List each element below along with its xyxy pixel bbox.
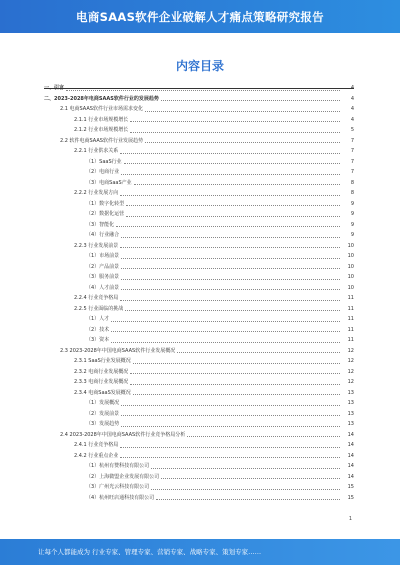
toc-leader-dots [120, 195, 340, 196]
toc-entry[interactable] [44, 473, 354, 482]
toc-entry-label: （2）技术 [86, 326, 110, 333]
toc-leader-dots [121, 237, 340, 238]
toc-entry-page: 13 [347, 400, 354, 406]
toc-entry[interactable] [44, 441, 354, 450]
toc-entry-label: 一、引言 [44, 85, 65, 91]
toc-leader-dots [145, 111, 340, 112]
toc-entry-page: 5 [350, 127, 354, 133]
toc-entry-label: （1）杭州有赞科技有限公司 [86, 463, 150, 469]
toc-leader-dots [120, 247, 340, 248]
toc-entry-label: （2）电商行业 [86, 169, 120, 175]
toc-entry-label: （1）市场前景 [86, 253, 120, 259]
toc-leader-dots [121, 426, 340, 427]
toc-entry-page: 14 [347, 442, 354, 448]
toc-entry-label: （1）人才 [86, 316, 110, 322]
toc-entry-page: 9 [350, 200, 354, 207]
toc-entry[interactable] [44, 105, 354, 114]
toc-leader-dots [121, 268, 340, 269]
toc-entry-label: 2.2.2 行业发展方向 [74, 190, 119, 196]
toc-entry-page: 12 [347, 379, 354, 385]
toc-entry-label: （4）人才前景 [86, 284, 120, 291]
toc-entry[interactable] [44, 179, 354, 188]
toc-entry-page: 8 [350, 190, 354, 196]
toc-entry-page: 12 [347, 347, 354, 354]
toc-leader-dots [130, 373, 340, 374]
toc-leader-dots [121, 279, 340, 280]
toc-entry-page: 10 [347, 242, 354, 249]
toc-entry-page: 14 [347, 463, 354, 469]
toc-leader-dots [120, 457, 340, 458]
toc-entry-label: 2.3.1 SaaS行业发展概况 [74, 358, 131, 364]
toc-entry[interactable] [44, 357, 354, 366]
toc-entry[interactable] [44, 294, 354, 303]
toc-leader-dots [120, 153, 340, 154]
toc-leader-dots [111, 331, 340, 332]
toc-entry[interactable] [44, 284, 354, 293]
toc-entry-label: 2.3.2 电商行业发展概况 [74, 368, 129, 375]
toc-entry[interactable] [44, 147, 354, 156]
toc-entry-label: （3）智能化 [86, 221, 115, 228]
toc-leader-dots [120, 300, 340, 301]
toc-entry[interactable] [44, 221, 354, 230]
toc-leader-dots [111, 321, 340, 322]
toc-leader-dots [151, 468, 340, 469]
toc-entry[interactable] [44, 389, 354, 398]
toc-leader-dots [145, 142, 340, 143]
report-title: 电商SAAS软件企业破解人才痛点策略研究报告 [76, 10, 324, 24]
toc-entry-label: （3）发展趋势 [86, 421, 120, 427]
toc-title: 内容目录 [175, 59, 224, 73]
toc-entry-label: （1）发展概况 [86, 400, 120, 406]
toc-entry-label: 2.2.4 行业竞争格局 [74, 295, 119, 301]
toc-entry-page: 10 [347, 253, 354, 259]
toc-entry[interactable] [44, 494, 354, 503]
toc-entry-page: 11 [347, 316, 354, 322]
toc-entry-page: 10 [347, 284, 354, 291]
toc-entry-page: 7 [350, 169, 354, 175]
toc-entry-page: 4 [350, 95, 354, 102]
toc-entry-page: 15 [347, 484, 354, 490]
toc-entry-page: 14 [347, 452, 354, 459]
toc-leader-dots [187, 436, 340, 437]
toc-entry-page: 7 [350, 148, 354, 154]
toc-leader-dots [121, 174, 340, 175]
toc-entry-page: 11 [347, 305, 354, 312]
toc-entry-page: 12 [347, 358, 354, 364]
toc-entry-label: （4）杭州旺店通科技有限公司 [86, 494, 155, 501]
toc-entry[interactable] [44, 263, 354, 272]
toc-entry[interactable] [44, 378, 354, 387]
toc-entry[interactable] [44, 462, 354, 471]
toc-entry[interactable] [44, 452, 354, 461]
toc-entry[interactable] [44, 347, 354, 356]
toc-entry[interactable] [44, 410, 354, 419]
toc-entry-label: （1）SaaS行业 [86, 158, 122, 165]
toc-leader-dots [120, 447, 340, 448]
toc-entry-label: 2.2.3 行业发展前景 [74, 242, 119, 249]
toc-entry-label: 2.3.3 电商行业发展概况 [74, 379, 129, 385]
toc-leader-dots [66, 90, 340, 91]
toc-entry[interactable] [44, 252, 354, 261]
toc-leader-dots [121, 415, 340, 416]
toc-entry[interactable] [44, 168, 354, 177]
toc-leader-dots [124, 163, 340, 164]
footer-slogan: 让每个人都能成为 行业专家、管理专家、营销专家、战略专家、策划专家…… [38, 548, 262, 556]
report-header-bar [0, 0, 400, 33]
toc-entry-label: （2）数据化运营 [86, 211, 125, 217]
toc-leader-dots [111, 342, 340, 343]
toc-entry[interactable] [44, 137, 354, 146]
toc-entry-label: （2）发展前景 [86, 410, 120, 417]
table-of-contents [44, 84, 354, 504]
toc-entry[interactable] [44, 368, 354, 377]
toc-leader-dots [130, 132, 340, 133]
toc-entry-page: 9 [350, 211, 354, 217]
toc-leader-dots [161, 100, 340, 101]
toc-entry-page: 8 [350, 179, 354, 186]
toc-entry-label: （1）数字化转型 [86, 200, 125, 207]
toc-entry-label: （2）产品前景 [86, 263, 120, 270]
toc-entry-page: 10 [347, 263, 354, 270]
toc-entry[interactable] [44, 95, 354, 104]
toc-entry-label: 2.2.5 行业面临的挑战 [74, 305, 124, 312]
toc-entry[interactable] [44, 399, 354, 408]
toc-entry-label: 2.1 电商SAAS软件行业市场需求变化 [60, 106, 143, 112]
toc-entry-label: 2.1.2 行业市场规模增长 [74, 127, 129, 133]
toc-entry[interactable] [44, 326, 354, 335]
toc-entry-label: 2.2 软件电商SAAS软件行业发展趋势 [60, 137, 143, 144]
toc-entry[interactable] [44, 305, 354, 314]
toc-entry-label: （3）电商SaaS产业 [86, 179, 132, 186]
toc-leader-dots [156, 499, 340, 500]
toc-leader-dots [121, 258, 340, 259]
toc-entry-page: 14 [347, 431, 354, 438]
toc-entry[interactable] [44, 420, 354, 429]
toc-entry-label: （2）上海微盟企业发展有限公司 [86, 473, 160, 480]
toc-leader-dots [121, 289, 340, 290]
toc-leader-dots [133, 394, 340, 395]
toc-entry-page: 13 [347, 421, 354, 427]
toc-entry[interactable] [44, 315, 354, 324]
toc-entry-page: 12 [347, 368, 354, 375]
toc-entry-page: 11 [347, 326, 354, 333]
toc-entry-page: 9 [350, 232, 354, 238]
toc-entry[interactable] [44, 116, 354, 125]
toc-entry[interactable] [44, 242, 354, 251]
toc-entry-page: 11 [347, 295, 354, 301]
toc-entry-page: 13 [347, 389, 354, 396]
toc-entry-page: 4 [350, 85, 354, 91]
toc-entry-page: 9 [350, 221, 354, 228]
toc-entry-page: 4 [350, 106, 354, 112]
page-number: 1 [348, 516, 352, 522]
toc-entry-label: （3）广州光云科技有限公司 [86, 484, 150, 490]
toc-entry[interactable] [44, 483, 354, 492]
toc-entry[interactable] [44, 231, 354, 240]
toc-leader-dots [126, 205, 340, 206]
toc-entry-label: 2.4 2023-2028年中国电商SAAS软件行业竞争格局分析 [60, 431, 186, 438]
toc-entry-label: 2.4.1 行业竞争格局 [74, 442, 119, 448]
toc-entry-label: 2.3 2023-2028年中国电商SAAS软件行业发展概况 [60, 347, 176, 354]
toc-entry[interactable] [44, 126, 354, 135]
toc-entry-page: 4 [350, 116, 354, 123]
toc-leader-dots [133, 363, 340, 364]
toc-leader-dots [126, 216, 340, 217]
toc-entry-page: 7 [350, 137, 354, 144]
toc-leader-dots [134, 184, 340, 185]
toc-entry-label: 2.1.1 行业市场规模增长 [74, 116, 129, 123]
toc-entry-label: 2.4.2 行业重点企业 [74, 452, 119, 459]
toc-entry[interactable] [44, 431, 354, 440]
toc-leader-dots [130, 384, 340, 385]
toc-entry-label: （3）资本 [86, 337, 110, 343]
toc-entry-label: （4）行业融合 [86, 232, 120, 238]
toc-entry[interactable] [44, 210, 354, 219]
toc-entry-page: 10 [347, 274, 354, 280]
toc-entry-page: 7 [350, 158, 354, 165]
toc-entry-label: 2.2.1 行业供求关系 [74, 148, 119, 154]
toc-leader-dots [130, 121, 340, 122]
toc-entry-label: 二、2023-2028年电商SAAS软件行业的发展趋势 [44, 95, 159, 102]
toc-entry-page: 15 [347, 494, 354, 501]
toc-leader-dots [116, 226, 340, 227]
toc-entry[interactable] [44, 200, 354, 209]
toc-entry-page: 11 [347, 337, 354, 343]
toc-entry[interactable] [44, 336, 354, 345]
toc-leader-dots [161, 478, 340, 479]
footer-bar [0, 539, 400, 565]
toc-entry[interactable] [44, 158, 354, 167]
toc-entry-label: 2.3.4 电商SaaS发展概况 [74, 389, 131, 396]
toc-leader-dots [121, 405, 340, 406]
toc-entry[interactable] [44, 273, 354, 282]
toc-entry[interactable] [44, 84, 354, 93]
toc-leader-dots [151, 489, 340, 490]
toc-leader-dots [125, 310, 340, 311]
toc-entry-page: 13 [347, 410, 354, 417]
toc-leader-dots [177, 352, 340, 353]
toc-entry-label: （3）服务前景 [86, 274, 120, 280]
toc-entry-page: 14 [347, 473, 354, 480]
toc-entry[interactable] [44, 189, 354, 198]
